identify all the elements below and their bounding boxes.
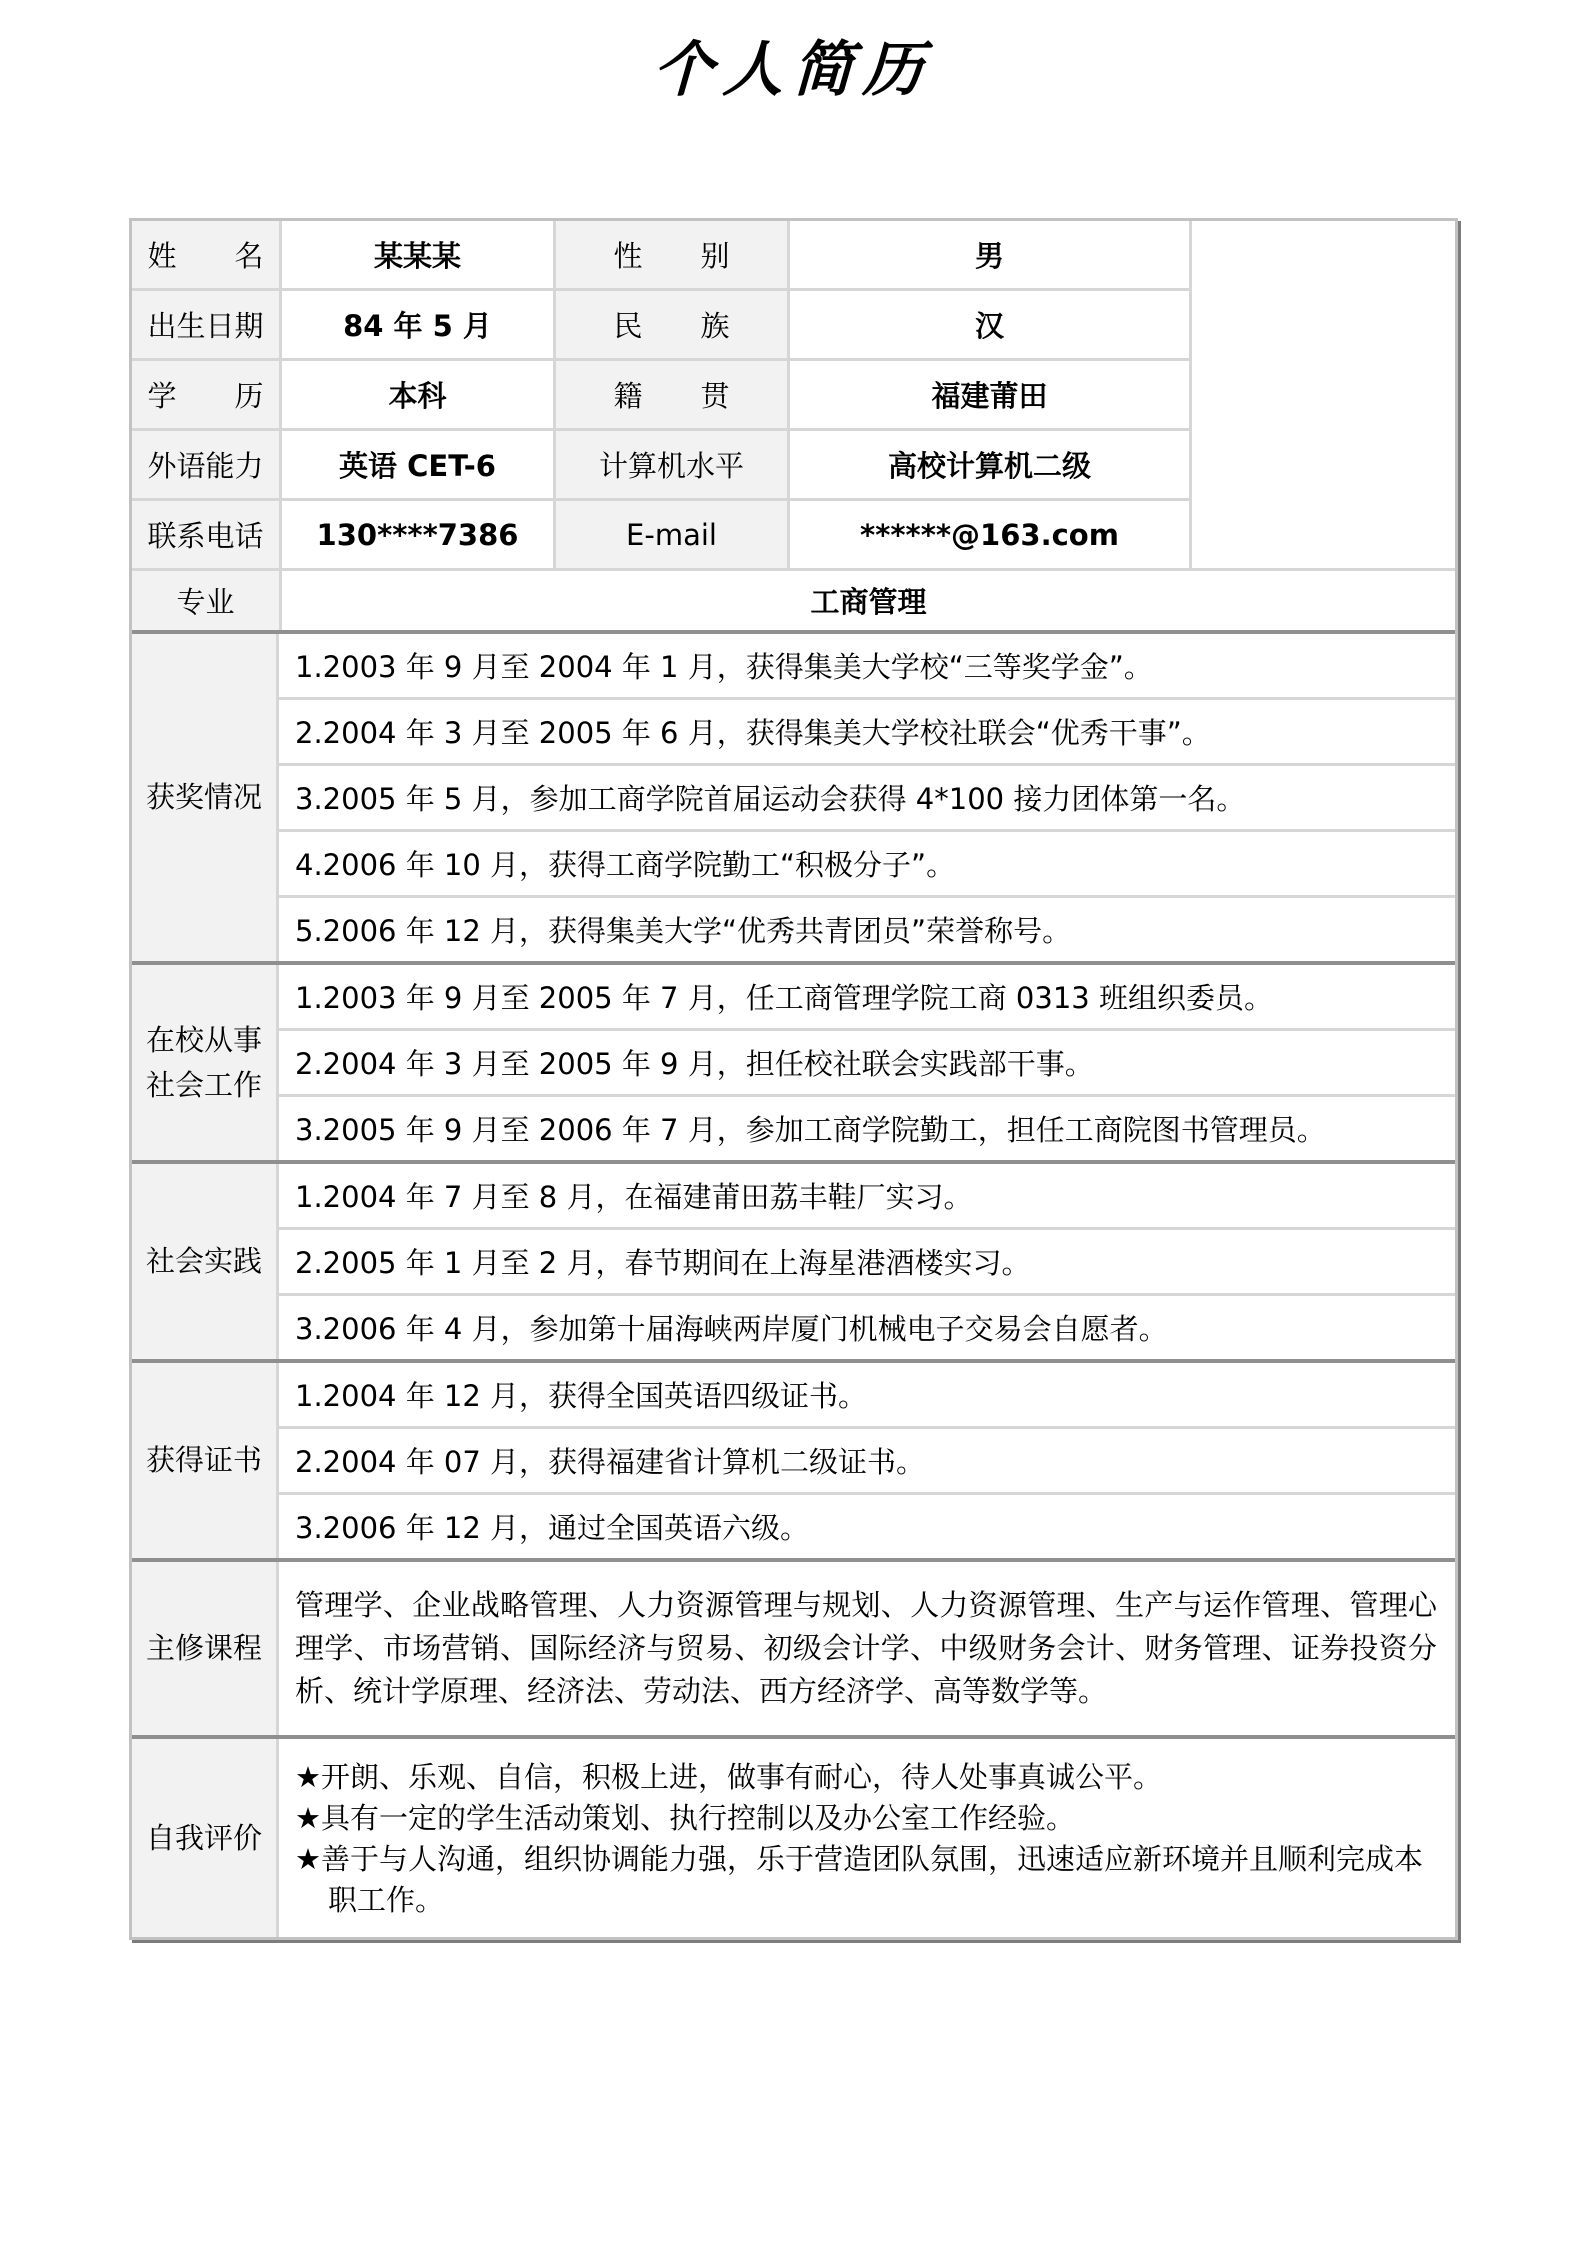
- evaluation-line-text: 善于与人沟通，组织协调能力强，乐于营造团队氛围，迅速适应新环境并且顺利完成本职工作。: [321, 1842, 1424, 1917]
- section-self-evaluation-label: 自我评价: [132, 1739, 279, 1937]
- list-item: 2.2004 年 3 月至 2005 年 9 月，担任校社联会实践部干事。: [279, 1028, 1455, 1094]
- section-awards-label: 获奖情况: [132, 634, 279, 961]
- section-social-practice-items: [279, 1164, 1455, 1359]
- phone-value-text: 130****7386: [316, 517, 519, 552]
- section-self-evaluation: [132, 1735, 1455, 1937]
- name-label: 姓 名: [132, 221, 279, 288]
- photo-placeholder: [1192, 221, 1455, 568]
- list-item: 5.2006 年 12 月，获得集美大学“优秀共青团员”荣誉称号。: [279, 895, 1455, 961]
- evaluation-line: [295, 1798, 1437, 1839]
- name-value: 某某某: [282, 221, 553, 288]
- section-courses: [132, 1558, 1455, 1735]
- computer-level-value: 高校计算机二级: [790, 431, 1189, 498]
- list-item: 2.2004 年 3 月至 2005 年 6 月，获得集美大学校社联会“优秀干事”。: [279, 697, 1455, 763]
- hometown-label: 籍 贯: [556, 361, 787, 428]
- evaluation-line-text: 开朗、乐观、自信，积极上进，做事有耐心，待人处事真诚公平。: [321, 1760, 1163, 1794]
- section-campus-work: [132, 961, 1455, 1160]
- list-item: 1.2003 年 9 月至 2005 年 7 月，任工商管理学院工商 0313 班组织委员。: [279, 965, 1455, 1028]
- list-item: 1.2004 年 12 月，获得全国英语四级证书。: [279, 1363, 1455, 1426]
- list-item: 1.2004 年 7 月至 8 月，在福建莆田荔丰鞋厂实习。: [279, 1164, 1455, 1227]
- email-label: E-mail: [556, 501, 787, 568]
- phone-label: 联系电话: [132, 501, 279, 568]
- phone-value[interactable]: [282, 501, 553, 568]
- list-item: 3.2005 年 5 月，参加工商学院首届运动会获得 4*100 接力团体第一名。: [279, 763, 1455, 829]
- section-certificates-label: 获得证书: [132, 1363, 279, 1558]
- list-item: 2.2004 年 07 月，获得福建省计算机二级证书。: [279, 1426, 1455, 1492]
- star-bullet-icon: ★: [295, 1801, 321, 1835]
- birthdate-label: 出生日期: [132, 291, 279, 358]
- ethnicity-value: 汉: [790, 291, 1189, 358]
- education-label: 学 历: [132, 361, 279, 428]
- list-item: 2.2005 年 1 月至 2 月，春节期间在上海星港酒楼实习。: [279, 1227, 1455, 1293]
- section-certificates-items: [279, 1363, 1455, 1558]
- list-item: 4.2006 年 10 月，获得工商学院勤工“积极分子”。: [279, 829, 1455, 895]
- resume-table: [129, 218, 1458, 1940]
- evaluation-line: [295, 1839, 1437, 1921]
- evaluation-line-text: 具有一定的学生活动策划、执行控制以及办公室工作经验。: [321, 1801, 1076, 1835]
- section-awards-items: [279, 634, 1455, 961]
- major-label: 专业: [132, 571, 282, 630]
- section-certificates: [132, 1359, 1455, 1558]
- major-value: 工商管理: [810, 585, 927, 619]
- section-awards: [132, 630, 1455, 961]
- evaluation-line: [295, 1757, 1437, 1798]
- foreign-language-label: 外语能力: [132, 431, 279, 498]
- list-item: 1.2003 年 9 月至 2004 年 1 月，获得集美大学校“三等奖学金”。: [279, 634, 1455, 697]
- page-title: 个人简历: [651, 35, 935, 105]
- section-social-practice: [132, 1160, 1455, 1359]
- courses-text: 管理学、企业战略管理、人力资源管理与规划、人力资源管理、生产与运作管理、管理心理学、市场营销、国际经济与贸易、初级会计学、中级财务会计、财务管理、证券投资分析、统计学原理、经济法、劳动法、西方经济学、高等数学等。: [295, 1588, 1437, 1708]
- section-courses-label: 主修课程: [132, 1562, 279, 1735]
- info-grid: [132, 221, 1455, 568]
- hometown-value: 福建莆田: [790, 361, 1189, 428]
- education-value: 本科: [282, 361, 553, 428]
- self-evaluation-text: [279, 1739, 1455, 1937]
- list-item: 3.2006 年 12 月，通过全国英语六级。: [279, 1492, 1455, 1558]
- gender-label: 性 别: [556, 221, 787, 288]
- email-value: ******@163.com: [790, 501, 1189, 568]
- computer-level-label: 计算机水平: [556, 431, 787, 498]
- star-bullet-icon: ★: [295, 1760, 321, 1794]
- major-row: [132, 568, 1455, 630]
- birthdate-value: 84 年 5 月: [282, 291, 553, 358]
- star-bullet-icon: ★: [295, 1842, 321, 1876]
- section-campus-work-label: 在校从事社会工作: [132, 965, 279, 1160]
- section-social-practice-label: 社会实践: [132, 1164, 279, 1359]
- ethnicity-label: 民 族: [556, 291, 787, 358]
- gender-value: 男: [790, 221, 1189, 288]
- foreign-language-value: 英语 CET-6: [282, 431, 553, 498]
- list-item: 3.2005 年 9 月至 2006 年 7 月，参加工商学院勤工，担任工商院图书管理员。: [279, 1094, 1455, 1160]
- list-item: 3.2006 年 4 月，参加第十届海峡两岸厦门机械电子交易会自愿者。: [279, 1293, 1455, 1359]
- section-campus-work-items: [279, 965, 1455, 1160]
